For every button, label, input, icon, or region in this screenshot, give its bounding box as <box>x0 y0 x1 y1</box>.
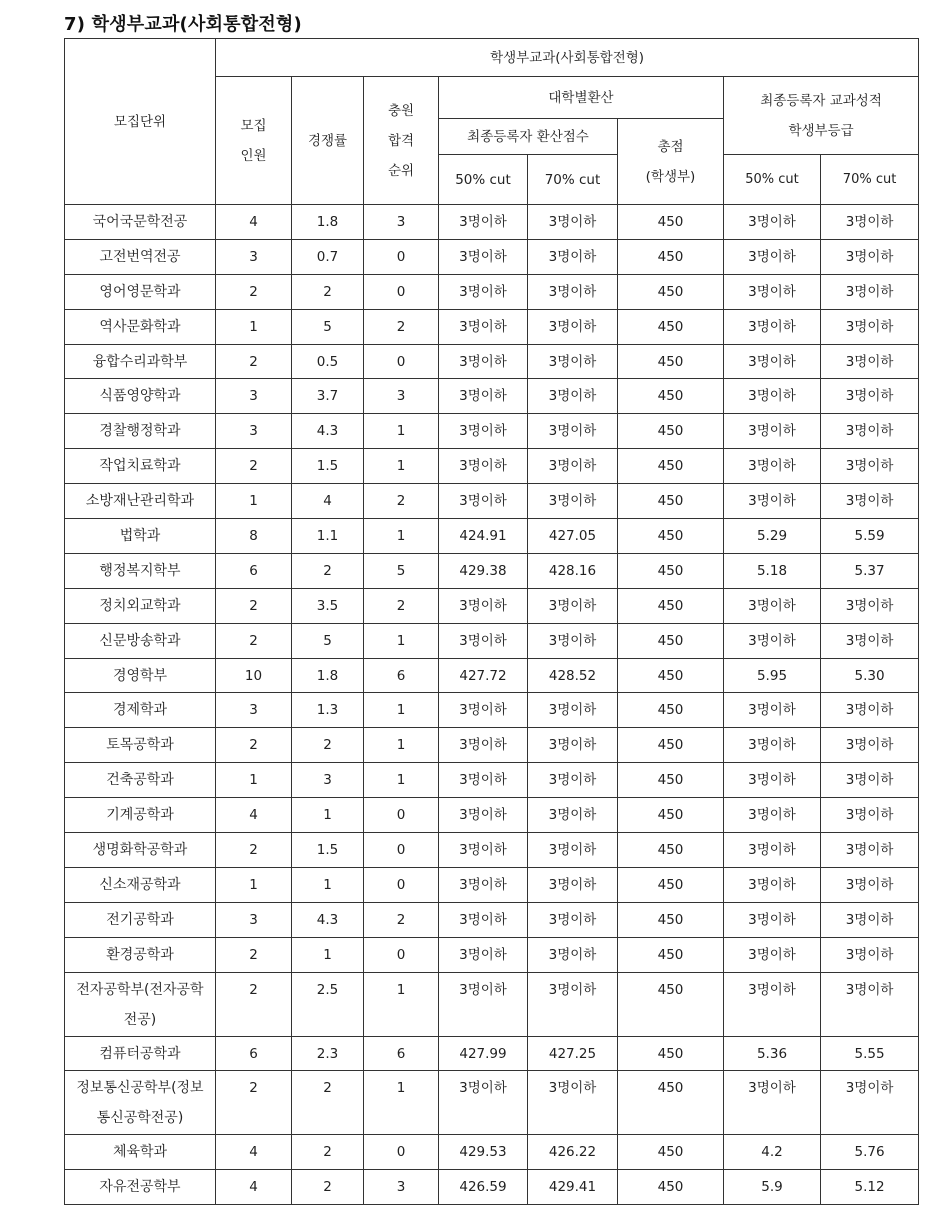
waitlist-rank-cell: 0 <box>364 798 439 833</box>
score-cut70-cell: 3명이하 <box>528 274 618 309</box>
grade-cut70-cell: 3명이하 <box>821 937 919 972</box>
quota-cell: 4 <box>216 798 292 833</box>
total-score-cell: 450 <box>618 937 724 972</box>
department-cell: 체육학과 <box>65 1135 216 1170</box>
waitlist-rank-cell: 6 <box>364 658 439 693</box>
table-row <box>65 798 919 833</box>
score-cut50-cell: 3명이하 <box>439 344 528 379</box>
grade-cut50-cell: 3명이하 <box>724 833 821 868</box>
header-score-cut50: 50% cut <box>439 155 528 205</box>
waitlist-rank-cell: 1 <box>364 763 439 798</box>
waitlist-rank-cell: 3 <box>364 205 439 240</box>
waitlist-rank-cell: 5 <box>364 553 439 588</box>
ratio-cell: 1 <box>292 798 364 833</box>
waitlist-rank-cell: 3 <box>364 379 439 414</box>
department-cell: 환경공학과 <box>65 937 216 972</box>
total-score-cell: 450 <box>618 239 724 274</box>
grade-cut70-cell: 3명이하 <box>821 484 919 519</box>
grade-cut50-cell: 3명이하 <box>724 623 821 658</box>
table-row <box>65 344 919 379</box>
ratio-cell: 1.1 <box>292 519 364 554</box>
ratio-cell: 2 <box>292 1071 364 1135</box>
score-cut50-cell: 3명이하 <box>439 379 528 414</box>
grade-cut70-cell: 5.76 <box>821 1135 919 1170</box>
quota-cell: 6 <box>216 553 292 588</box>
grade-cut70-cell: 5.30 <box>821 658 919 693</box>
admissions-table <box>64 38 919 1205</box>
score-cut70-cell: 426.22 <box>528 1135 618 1170</box>
grade-cut50-cell: 5.95 <box>724 658 821 693</box>
grade-cut50-cell: 3명이하 <box>724 972 821 1036</box>
grade-cut50-cell: 3명이하 <box>724 414 821 449</box>
quota-cell: 2 <box>216 449 292 484</box>
ratio-cell: 4 <box>292 484 364 519</box>
score-cut50-cell: 3명이하 <box>439 205 528 240</box>
score-cut50-cell: 3명이하 <box>439 239 528 274</box>
table-row <box>65 379 919 414</box>
header-final-grade: 최종등록자 교과성적 학생부등급 <box>724 77 919 155</box>
waitlist-rank-cell: 6 <box>364 1036 439 1071</box>
ratio-cell: 2 <box>292 1170 364 1205</box>
ratio-cell: 2.5 <box>292 972 364 1036</box>
table-row <box>65 1036 919 1071</box>
table-row <box>65 937 919 972</box>
score-cut70-cell: 429.41 <box>528 1170 618 1205</box>
grade-cut50-cell: 3명이하 <box>724 937 821 972</box>
waitlist-rank-cell: 1 <box>364 623 439 658</box>
total-score-cell: 450 <box>618 484 724 519</box>
table-row <box>65 484 919 519</box>
table-row <box>65 867 919 902</box>
score-cut50-cell: 3명이하 <box>439 693 528 728</box>
waitlist-rank-cell: 2 <box>364 309 439 344</box>
grade-cut50-cell: 3명이하 <box>724 379 821 414</box>
grade-cut70-cell: 3명이하 <box>821 379 919 414</box>
table-row <box>65 449 919 484</box>
waitlist-rank-cell: 0 <box>364 937 439 972</box>
ratio-cell: 2 <box>292 274 364 309</box>
score-cut50-cell: 3명이하 <box>439 937 528 972</box>
grade-cut50-cell: 3명이하 <box>724 484 821 519</box>
quota-cell: 3 <box>216 379 292 414</box>
grade-cut50-cell: 3명이하 <box>724 239 821 274</box>
department-cell: 컴퓨터공학과 <box>65 1036 216 1071</box>
department-cell: 작업치료학과 <box>65 449 216 484</box>
score-cut70-cell: 427.05 <box>528 519 618 554</box>
department-cell: 경찰행정학과 <box>65 414 216 449</box>
ratio-cell: 2 <box>292 728 364 763</box>
header-grade-cut50: 50% cut <box>724 155 821 205</box>
grade-cut50-cell: 3명이하 <box>724 798 821 833</box>
quota-cell: 1 <box>216 484 292 519</box>
waitlist-rank-cell: 1 <box>364 519 439 554</box>
score-cut50-cell: 3명이하 <box>439 798 528 833</box>
grade-cut50-cell: 3명이하 <box>724 728 821 763</box>
score-cut70-cell: 3명이하 <box>528 205 618 240</box>
table-row <box>65 1071 919 1135</box>
quota-cell: 2 <box>216 1071 292 1135</box>
ratio-cell: 5 <box>292 623 364 658</box>
score-cut50-cell: 3명이하 <box>439 588 528 623</box>
table-row <box>65 519 919 554</box>
score-cut50-cell: 3명이하 <box>439 414 528 449</box>
department-cell: 융합수리과학부 <box>65 344 216 379</box>
table-row <box>65 1135 919 1170</box>
waitlist-rank-cell: 2 <box>364 902 439 937</box>
waitlist-rank-cell: 1 <box>364 693 439 728</box>
ratio-cell: 1.8 <box>292 205 364 240</box>
grade-cut50-cell: 5.29 <box>724 519 821 554</box>
department-cell: 생명화학공학과 <box>65 833 216 868</box>
total-score-cell: 450 <box>618 414 724 449</box>
total-score-cell: 450 <box>618 274 724 309</box>
department-cell: 경영학부 <box>65 658 216 693</box>
grade-cut70-cell: 3명이하 <box>821 344 919 379</box>
department-cell: 국어국문학전공 <box>65 205 216 240</box>
total-score-cell: 450 <box>618 553 724 588</box>
department-cell: 정치외교학과 <box>65 588 216 623</box>
table-row <box>65 972 919 1036</box>
waitlist-rank-cell: 1 <box>364 728 439 763</box>
score-cut50-cell: 3명이하 <box>439 484 528 519</box>
waitlist-rank-cell: 0 <box>364 239 439 274</box>
score-cut70-cell: 3명이하 <box>528 344 618 379</box>
score-cut70-cell: 427.25 <box>528 1036 618 1071</box>
header-quota: 모집 인원 <box>216 77 292 205</box>
table-row <box>65 693 919 728</box>
quota-cell: 3 <box>216 239 292 274</box>
total-score-cell: 450 <box>618 972 724 1036</box>
total-score-cell: 450 <box>618 623 724 658</box>
table-row <box>65 588 919 623</box>
department-cell: 행정복지학부 <box>65 553 216 588</box>
grade-cut70-cell: 3명이하 <box>821 274 919 309</box>
waitlist-rank-cell: 0 <box>364 867 439 902</box>
total-score-cell: 450 <box>618 867 724 902</box>
table-row <box>65 728 919 763</box>
quota-cell: 4 <box>216 1170 292 1205</box>
grade-cut70-cell: 5.37 <box>821 553 919 588</box>
ratio-cell: 3.5 <box>292 588 364 623</box>
grade-cut70-cell: 5.12 <box>821 1170 919 1205</box>
department-cell: 소방재난관리학과 <box>65 484 216 519</box>
score-cut70-cell: 428.52 <box>528 658 618 693</box>
total-score-cell: 450 <box>618 379 724 414</box>
waitlist-rank-cell: 1 <box>364 414 439 449</box>
grade-cut70-cell: 3명이하 <box>821 972 919 1036</box>
quota-cell: 3 <box>216 414 292 449</box>
ratio-cell: 1.5 <box>292 833 364 868</box>
score-cut50-cell: 3명이하 <box>439 1071 528 1135</box>
department-cell: 전기공학과 <box>65 902 216 937</box>
table-row <box>65 658 919 693</box>
department-cell: 법학과 <box>65 519 216 554</box>
score-cut50-cell: 3명이하 <box>439 274 528 309</box>
ratio-cell: 3 <box>292 763 364 798</box>
score-cut50-cell: 3명이하 <box>439 902 528 937</box>
score-cut70-cell: 3명이하 <box>528 414 618 449</box>
header-conversion: 대학별환산 <box>439 77 724 119</box>
score-cut70-cell: 3명이하 <box>528 449 618 484</box>
grade-cut70-cell: 5.59 <box>821 519 919 554</box>
table-row <box>65 553 919 588</box>
header-ratio: 경쟁률 <box>292 77 364 205</box>
ratio-cell: 2.3 <box>292 1036 364 1071</box>
ratio-cell: 1.8 <box>292 658 364 693</box>
quota-cell: 4 <box>216 205 292 240</box>
ratio-cell: 1 <box>292 937 364 972</box>
department-cell: 기계공학과 <box>65 798 216 833</box>
score-cut70-cell: 3명이하 <box>528 833 618 868</box>
score-cut70-cell: 3명이하 <box>528 902 618 937</box>
score-cut70-cell: 3명이하 <box>528 1071 618 1135</box>
table-row <box>65 833 919 868</box>
department-cell: 신문방송학과 <box>65 623 216 658</box>
score-cut50-cell: 3명이하 <box>439 833 528 868</box>
grade-cut70-cell: 3명이하 <box>821 239 919 274</box>
ratio-cell: 2 <box>292 1135 364 1170</box>
grade-cut50-cell: 5.36 <box>724 1036 821 1071</box>
quota-cell: 2 <box>216 344 292 379</box>
grade-cut70-cell: 3명이하 <box>821 693 919 728</box>
quota-cell: 3 <box>216 693 292 728</box>
score-cut70-cell: 3명이하 <box>528 867 618 902</box>
score-cut50-cell: 3명이하 <box>439 972 528 1036</box>
total-score-cell: 450 <box>618 693 724 728</box>
quota-cell: 4 <box>216 1135 292 1170</box>
total-score-cell: 450 <box>618 519 724 554</box>
grade-cut50-cell: 3명이하 <box>724 449 821 484</box>
total-score-cell: 450 <box>618 833 724 868</box>
score-cut50-cell: 3명이하 <box>439 623 528 658</box>
table-row <box>65 623 919 658</box>
score-cut70-cell: 3명이하 <box>528 623 618 658</box>
score-cut70-cell: 3명이하 <box>528 937 618 972</box>
score-cut70-cell: 3명이하 <box>528 763 618 798</box>
score-cut50-cell: 427.99 <box>439 1036 528 1071</box>
score-cut70-cell: 428.16 <box>528 553 618 588</box>
waitlist-rank-cell: 0 <box>364 1135 439 1170</box>
table-row <box>65 902 919 937</box>
score-cut50-cell: 3명이하 <box>439 309 528 344</box>
grade-cut70-cell: 3명이하 <box>821 1071 919 1135</box>
table-row <box>65 763 919 798</box>
score-cut50-cell: 426.59 <box>439 1170 528 1205</box>
score-cut50-cell: 429.38 <box>439 553 528 588</box>
grade-cut50-cell: 3명이하 <box>724 205 821 240</box>
score-cut70-cell: 3명이하 <box>528 484 618 519</box>
score-cut70-cell: 3명이하 <box>528 693 618 728</box>
header-unit: 모집단위 <box>65 39 216 205</box>
ratio-cell: 4.3 <box>292 414 364 449</box>
header-final-score: 최종등록자 환산점수 <box>439 119 618 155</box>
quota-cell: 2 <box>216 623 292 658</box>
header-grade-cut70: 70% cut <box>821 155 919 205</box>
department-cell: 신소재공학과 <box>65 867 216 902</box>
grade-cut70-cell: 3명이하 <box>821 763 919 798</box>
score-cut70-cell: 3명이하 <box>528 379 618 414</box>
ratio-cell: 2 <box>292 553 364 588</box>
grade-cut50-cell: 4.2 <box>724 1135 821 1170</box>
waitlist-rank-cell: 0 <box>364 344 439 379</box>
grade-cut70-cell: 3명이하 <box>821 449 919 484</box>
department-cell: 고전번역전공 <box>65 239 216 274</box>
grade-cut50-cell: 3명이하 <box>724 867 821 902</box>
grade-cut50-cell: 3명이하 <box>724 309 821 344</box>
ratio-cell: 5 <box>292 309 364 344</box>
table-row <box>65 205 919 240</box>
grade-cut70-cell: 3명이하 <box>821 798 919 833</box>
department-cell: 토목공학과 <box>65 728 216 763</box>
score-cut70-cell: 3명이하 <box>528 309 618 344</box>
total-score-cell: 450 <box>618 728 724 763</box>
quota-cell: 2 <box>216 937 292 972</box>
department-cell: 영어영문학과 <box>65 274 216 309</box>
grade-cut70-cell: 3명이하 <box>821 309 919 344</box>
quota-cell: 10 <box>216 658 292 693</box>
score-cut70-cell: 3명이하 <box>528 972 618 1036</box>
ratio-cell: 0.5 <box>292 344 364 379</box>
grade-cut50-cell: 3명이하 <box>724 763 821 798</box>
grade-cut70-cell: 3명이하 <box>821 623 919 658</box>
total-score-cell: 450 <box>618 1036 724 1071</box>
total-score-cell: 450 <box>618 1071 724 1135</box>
ratio-cell: 0.7 <box>292 239 364 274</box>
header-track: 학생부교과(사회통합전형) <box>216 39 919 77</box>
grade-cut50-cell: 3명이하 <box>724 1071 821 1135</box>
department-cell: 자유전공학부 <box>65 1170 216 1205</box>
total-score-cell: 450 <box>618 763 724 798</box>
score-cut70-cell: 3명이하 <box>528 588 618 623</box>
department-cell: 식품영양학과 <box>65 379 216 414</box>
waitlist-rank-cell: 1 <box>364 1071 439 1135</box>
table-row <box>65 414 919 449</box>
quota-cell: 3 <box>216 902 292 937</box>
waitlist-rank-cell: 1 <box>364 449 439 484</box>
page-title: 7) 학생부교과(사회통합전형) <box>64 14 302 35</box>
department-cell: 경제학과 <box>65 693 216 728</box>
grade-cut50-cell: 3명이하 <box>724 902 821 937</box>
grade-cut70-cell: 3명이하 <box>821 902 919 937</box>
waitlist-rank-cell: 2 <box>364 484 439 519</box>
quota-cell: 2 <box>216 588 292 623</box>
grade-cut50-cell: 3명이하 <box>724 274 821 309</box>
ratio-cell: 1.3 <box>292 693 364 728</box>
total-score-cell: 450 <box>618 205 724 240</box>
header-total: 총점 (학생부) <box>618 119 724 205</box>
grade-cut70-cell: 3명이하 <box>821 867 919 902</box>
total-score-cell: 450 <box>618 1135 724 1170</box>
table-row <box>65 1170 919 1205</box>
total-score-cell: 450 <box>618 902 724 937</box>
department-cell: 정보통신공학부(정보 통신공학전공) <box>65 1071 216 1135</box>
table-row <box>65 274 919 309</box>
total-score-cell: 450 <box>618 449 724 484</box>
grade-cut70-cell: 3명이하 <box>821 588 919 623</box>
ratio-cell: 4.3 <box>292 902 364 937</box>
waitlist-rank-cell: 2 <box>364 588 439 623</box>
department-cell: 전자공학부(전자공학 전공) <box>65 972 216 1036</box>
department-cell: 건축공학과 <box>65 763 216 798</box>
grade-cut70-cell: 5.55 <box>821 1036 919 1071</box>
quota-cell: 1 <box>216 309 292 344</box>
quota-cell: 2 <box>216 833 292 868</box>
header-score-cut70: 70% cut <box>528 155 618 205</box>
quota-cell: 1 <box>216 867 292 902</box>
grade-cut50-cell: 3명이하 <box>724 693 821 728</box>
ratio-cell: 1 <box>292 867 364 902</box>
total-score-cell: 450 <box>618 309 724 344</box>
grade-cut50-cell: 3명이하 <box>724 344 821 379</box>
total-score-cell: 450 <box>618 798 724 833</box>
grade-cut70-cell: 3명이하 <box>821 728 919 763</box>
quota-cell: 2 <box>216 728 292 763</box>
quota-cell: 2 <box>216 274 292 309</box>
score-cut50-cell: 3명이하 <box>439 867 528 902</box>
score-cut50-cell: 3명이하 <box>439 449 528 484</box>
score-cut70-cell: 3명이하 <box>528 728 618 763</box>
score-cut50-cell: 3명이하 <box>439 728 528 763</box>
waitlist-rank-cell: 0 <box>364 274 439 309</box>
score-cut50-cell: 3명이하 <box>439 763 528 798</box>
table-row <box>65 309 919 344</box>
department-cell: 역사문화학과 <box>65 309 216 344</box>
grade-cut70-cell: 3명이하 <box>821 205 919 240</box>
grade-cut50-cell: 3명이하 <box>724 588 821 623</box>
grade-cut70-cell: 3명이하 <box>821 833 919 868</box>
total-score-cell: 450 <box>618 658 724 693</box>
score-cut50-cell: 429.53 <box>439 1135 528 1170</box>
quota-cell: 1 <box>216 763 292 798</box>
grade-cut70-cell: 3명이하 <box>821 414 919 449</box>
grade-cut50-cell: 5.9 <box>724 1170 821 1205</box>
waitlist-rank-cell: 0 <box>364 833 439 868</box>
quota-cell: 2 <box>216 972 292 1036</box>
score-cut50-cell: 427.72 <box>439 658 528 693</box>
table-row <box>65 239 919 274</box>
waitlist-rank-cell: 1 <box>364 972 439 1036</box>
total-score-cell: 450 <box>618 588 724 623</box>
total-score-cell: 450 <box>618 344 724 379</box>
grade-cut50-cell: 5.18 <box>724 553 821 588</box>
table-body <box>65 205 919 1205</box>
header-waitlist-rank: 충원 합격 순위 <box>364 77 439 205</box>
ratio-cell: 1.5 <box>292 449 364 484</box>
quota-cell: 6 <box>216 1036 292 1071</box>
table-header <box>65 39 919 205</box>
total-score-cell: 450 <box>618 1170 724 1205</box>
quota-cell: 8 <box>216 519 292 554</box>
waitlist-rank-cell: 3 <box>364 1170 439 1205</box>
score-cut70-cell: 3명이하 <box>528 798 618 833</box>
score-cut70-cell: 3명이하 <box>528 239 618 274</box>
score-cut50-cell: 424.91 <box>439 519 528 554</box>
ratio-cell: 3.7 <box>292 379 364 414</box>
